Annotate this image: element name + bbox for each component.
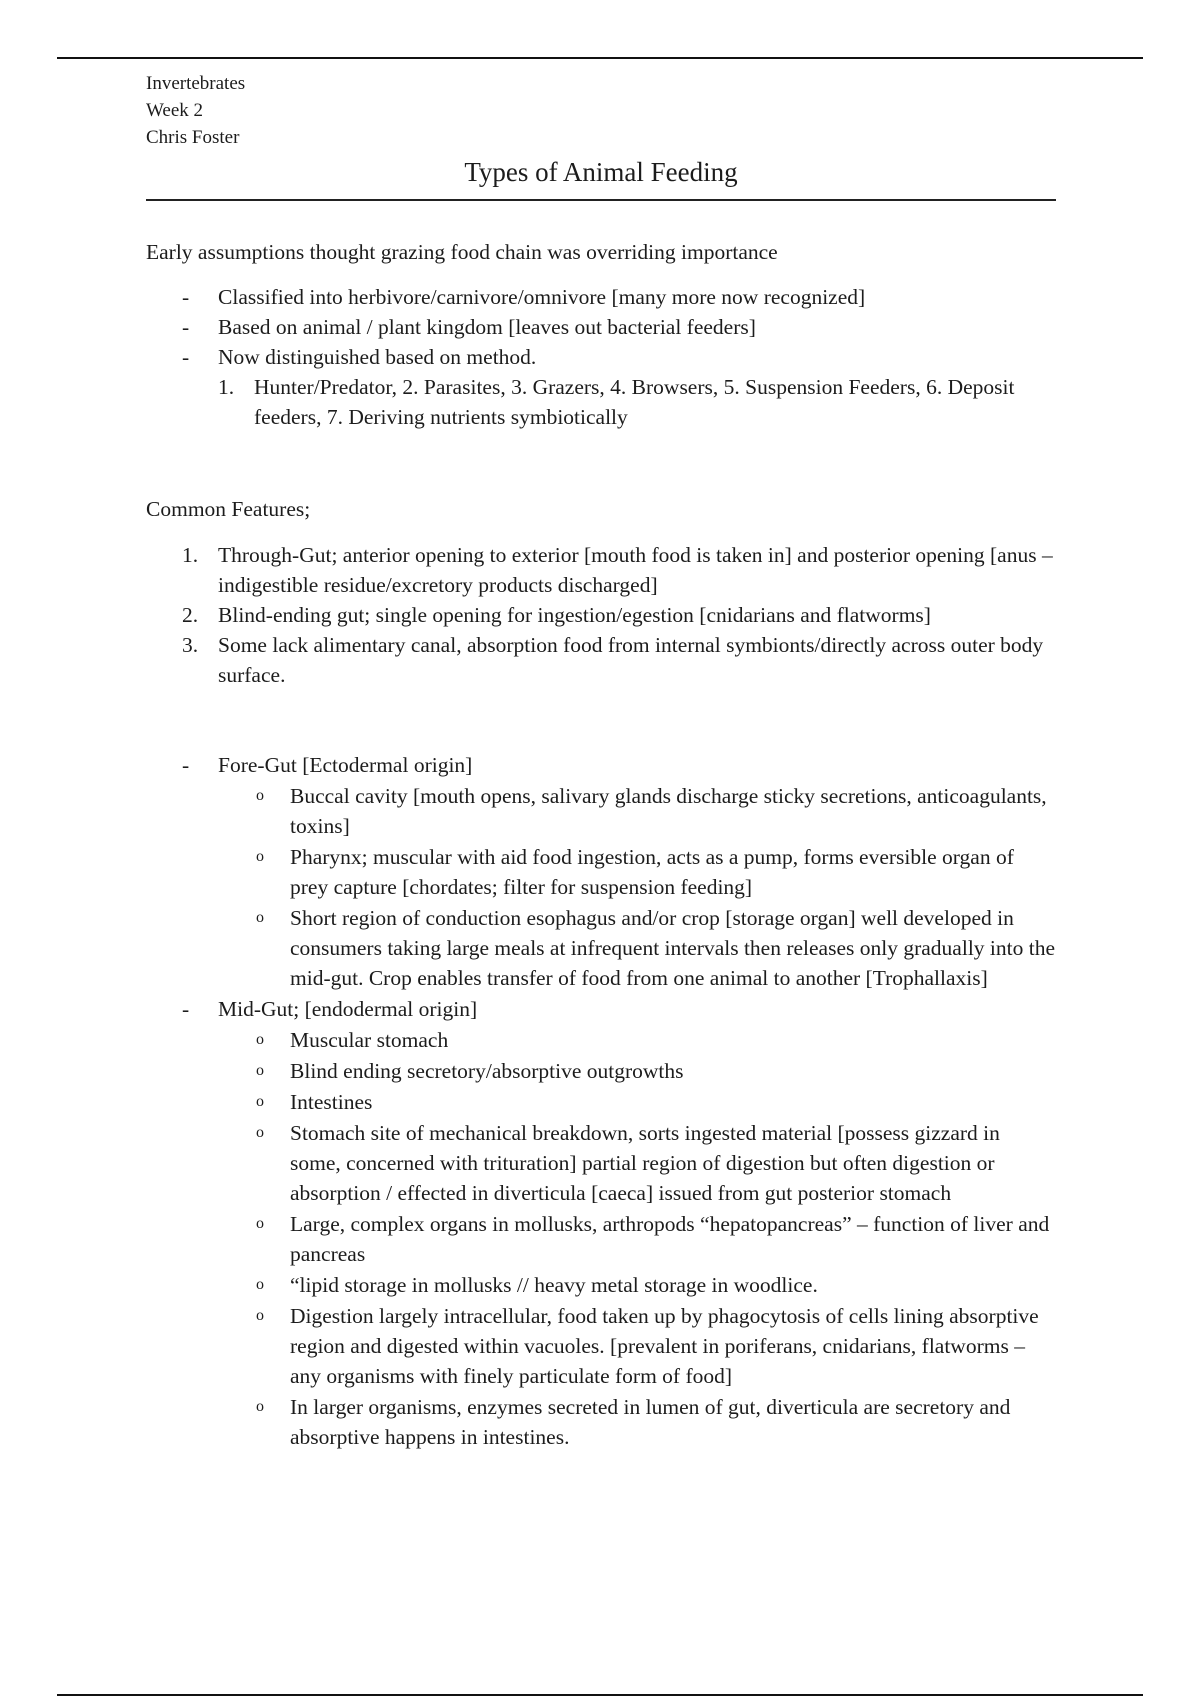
circle-bullet: o — [256, 1398, 264, 1415]
feeding-methods-item — [218, 372, 1056, 432]
intro-paragraph: Early assumptions thought grazing food chain was overriding importance — [146, 240, 778, 264]
list-item — [218, 781, 1056, 841]
circle-bullet: o — [256, 848, 264, 865]
page-top-rule — [57, 57, 1143, 59]
circle-bullet: o — [256, 1307, 264, 1324]
mid-gut-label: Mid-Gut; [endodermal origin] — [218, 997, 478, 1021]
list-item — [218, 1025, 1056, 1055]
fore-gut-label: Fore-Gut [Ectodermal origin] — [218, 753, 473, 777]
list-item — [218, 1392, 1056, 1452]
list-item-text: Stomach site of mechanical breakdown, sorts ingested material [possess gizzard in some, concerned with trituration] partial region of digestion but often digestion or absorption / effected in diverticula [caeca] issued from gut posterior stomach — [290, 1121, 1000, 1205]
circle-bullet: o — [256, 787, 264, 804]
list-item-text: Classified into herbivore/carnivore/omnivore [many more now recognized] — [218, 285, 866, 309]
dash-bullet: - — [182, 315, 190, 339]
list-item — [146, 630, 1056, 690]
list-item — [218, 1301, 1056, 1391]
list-item-text: “lipid storage in mollusks // heavy metal storage in woodlice. — [290, 1273, 818, 1297]
list-number: 1. — [218, 375, 235, 399]
list-item — [146, 540, 1056, 600]
mid-gut-item — [146, 994, 1056, 1452]
list-item-text: Now distinguished based on method. — [218, 345, 537, 369]
document-body — [146, 70, 1056, 1453]
list-item — [146, 312, 1056, 342]
circle-bullet: o — [256, 1215, 264, 1232]
list-item-text: Buccal cavity [mouth opens, salivary glands discharge sticky secretions, anticoagulants, toxins] — [290, 784, 1047, 838]
list-item — [146, 342, 1056, 432]
mid-gut-sublist — [218, 1025, 1056, 1452]
list-item-text: Through-Gut; anterior opening to exterior [mouth food is taken in] and posterior opening [anus – indigestible residue/excretory products discharged] — [218, 543, 1053, 597]
list-item-text: Pharynx; muscular with aid food ingestion, acts as a pump, forms eversible organ of prey capture [chordates; filter for suspension feeding] — [290, 845, 1014, 899]
dash-bullet: - — [182, 345, 190, 369]
list-item — [146, 600, 1056, 630]
list-item-text: Some lack alimentary canal, absorption food from internal symbionts/directly across outer body surface. — [218, 633, 1044, 687]
list-item — [218, 1118, 1056, 1208]
circle-bullet: o — [256, 1062, 264, 1079]
dash-bullet: - — [182, 997, 190, 1021]
circle-bullet: o — [256, 1093, 264, 1110]
list-number: 2. — [182, 603, 199, 627]
fore-gut-item — [146, 750, 1056, 993]
course-name: Invertebrates — [146, 73, 246, 94]
gut-regions-list — [146, 750, 1056, 1452]
author-name: Chris Foster — [146, 127, 240, 148]
list-number: 3. — [182, 633, 199, 657]
list-item-text: In larger organisms, enzymes secreted in lumen of gut, diverticula are secretory and absorptive happens in intestines. — [290, 1395, 1011, 1449]
list-number: 1. — [182, 543, 199, 567]
list-item — [218, 1056, 1056, 1086]
circle-bullet: o — [256, 1031, 264, 1048]
circle-bullet: o — [256, 1276, 264, 1293]
list-item-text: Digestion largely intracellular, food taken up by phagocytosis of cells lining absorptive region and digested within vacuoles. [prevalent in poriferans, cnidarians, flatworms – any organisms with finely particulate form of food] — [290, 1304, 1039, 1388]
dash-bullet: - — [182, 753, 190, 777]
common-features-list — [146, 540, 1056, 690]
circle-bullet: o — [256, 1124, 264, 1141]
list-item — [218, 1209, 1056, 1269]
list-item-text: Blind ending secretory/absorptive outgrowths — [290, 1059, 684, 1083]
list-item — [218, 842, 1056, 902]
list-item — [218, 903, 1056, 993]
common-features-heading: Common Features; — [146, 497, 311, 521]
page-bottom-rule — [57, 1694, 1143, 1696]
document-header — [146, 70, 1056, 151]
feeding-methods-text: Hunter/Predator, 2. Parasites, 3. Grazers, 4. Browsers, 5. Suspension Feeders, 6. Deposit feeders, 7. Deriving nutrients symbiotically — [254, 375, 1015, 429]
circle-bullet: o — [256, 909, 264, 926]
list-item-text: Blind-ending gut; single opening for ingestion/egestion [cnidarians and flatworms] — [218, 603, 931, 627]
list-item-text: Short region of conduction esophagus and/or crop [storage organ] well developed in consumers taking large meals at infrequent intervals then releases only gradually into the mid-gut. Crop enables transfer of food from one animal to another [Trophallaxis] — [290, 906, 1056, 990]
list-item-text: Muscular stomach — [290, 1028, 449, 1052]
week-label: Week 2 — [146, 100, 204, 121]
list-item — [218, 1270, 1056, 1300]
intro-bullet-list — [146, 282, 1056, 432]
list-item-text: Intestines — [290, 1090, 373, 1114]
list-item-text: Based on animal / plant kingdom [leaves out bacterial feeders] — [218, 315, 756, 339]
dash-bullet: - — [182, 285, 190, 309]
list-item — [146, 282, 1056, 312]
list-item-text: Large, complex organs in mollusks, arthropods “hepatopancreas” – function of liver and pancreas — [290, 1212, 1050, 1266]
page-title: Types of Animal Feeding — [464, 157, 738, 187]
fore-gut-sublist — [218, 781, 1056, 993]
list-item — [218, 1087, 1056, 1117]
title-underline — [146, 199, 1056, 201]
